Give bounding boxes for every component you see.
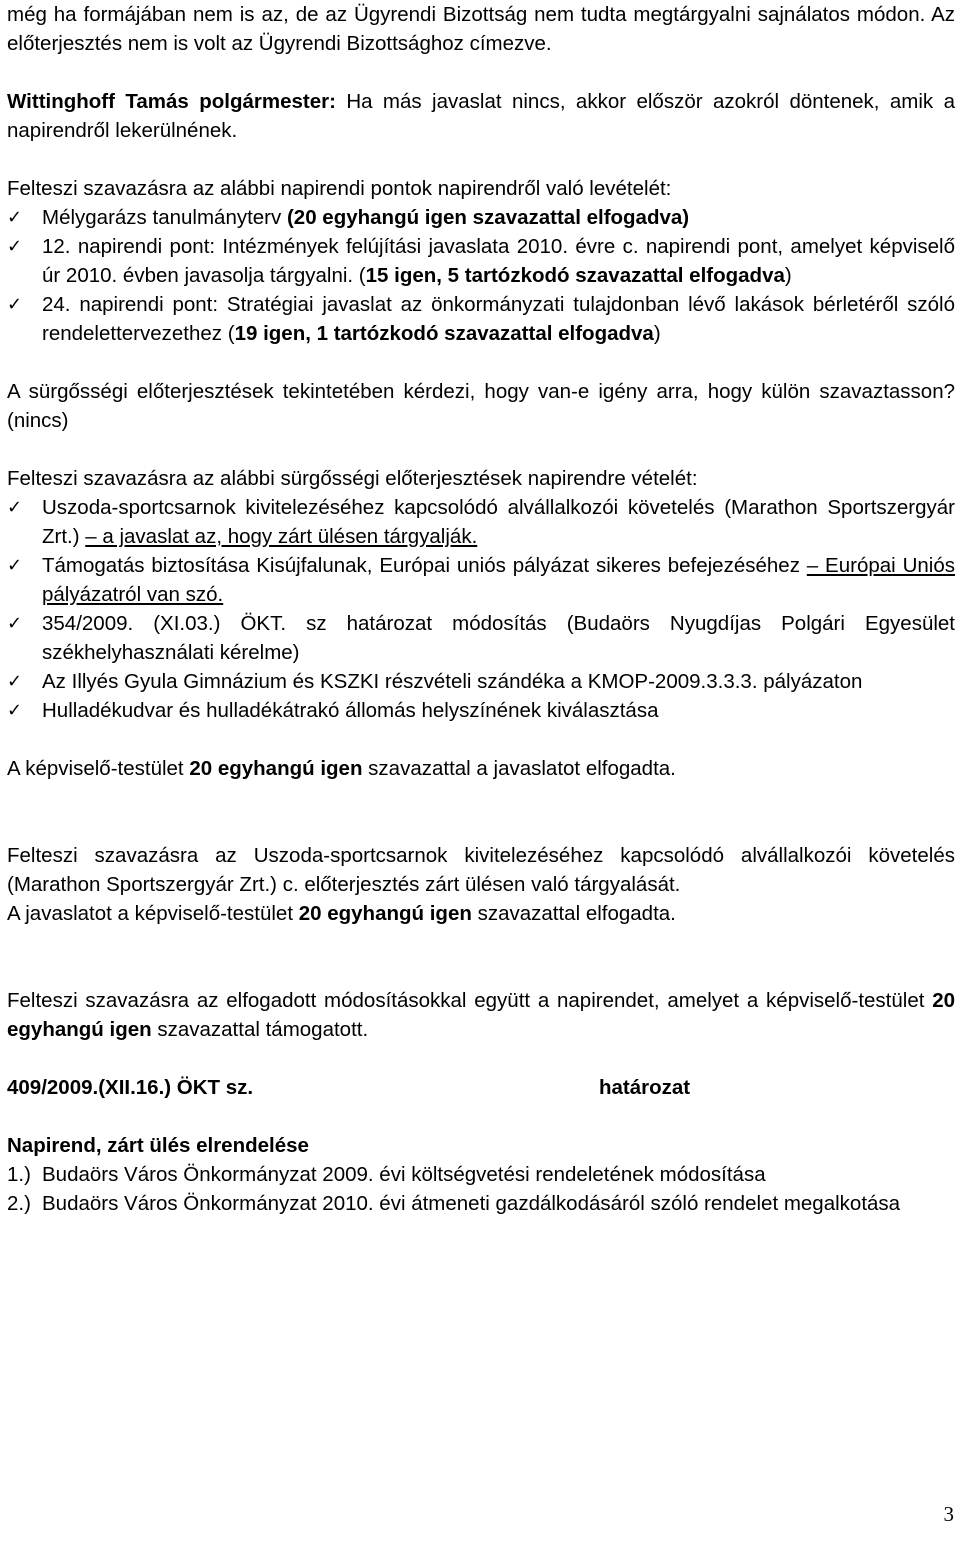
check-icon: ✓ bbox=[7, 671, 23, 692]
list-item bbox=[7, 232, 955, 290]
vote1-list bbox=[7, 203, 955, 348]
vote4-paragraph bbox=[7, 986, 955, 1044]
mayor-text: Ha más javaslat nincs, akkor először azokról döntenek, amik a napirendről lekerülnének. bbox=[7, 90, 955, 142]
check-icon: ✓ bbox=[7, 613, 23, 634]
result-pre: A képviselő-testület bbox=[7, 757, 190, 780]
vote2-result bbox=[7, 754, 955, 783]
item-text: Hulladékudvar és hulladékátrakó állomás helyszínének kiválasztása bbox=[42, 699, 659, 722]
list-item bbox=[7, 203, 955, 232]
resolution-title-text: Napirend, zárt ülés elrendelése bbox=[7, 1134, 309, 1157]
list-item bbox=[7, 609, 955, 667]
check-icon: ✓ bbox=[7, 236, 23, 257]
page-number: 3 bbox=[943, 1502, 954, 1526]
item-text: Az Illyés Gyula Gimnázium és KSZKI részvételi szándéka a KMOP-2009.3.3.3. pályázaton bbox=[42, 670, 863, 693]
item-text: 24. napirendi pont: Stratégiai javaslat az önkormányzati tulajdonban lévő lakások bérletéről szóló rendelettervezethez ( bbox=[42, 293, 955, 345]
item-text: Támogatás biztosítása Kisújfalunak, Európai uniós pályázat sikeres befejezéséhez bbox=[42, 554, 807, 577]
urgent-question: A sürgősségi előterjesztések tekintetében kérdezi, hogy van-e igény arra, hogy külön szavaztasson? (nincs) bbox=[7, 380, 955, 432]
resolution-title bbox=[7, 1131, 955, 1160]
resolution-number: 409/2009.(XII.16.) ÖKT sz. bbox=[7, 1076, 254, 1099]
item-note: – a javaslat az, hogy zárt ülésen tárgyalják. bbox=[85, 525, 478, 548]
resolution-label: határozat bbox=[599, 1076, 691, 1099]
mayor-paragraph bbox=[7, 87, 955, 145]
vote4-pre: Felteszi szavazásra az elfogadott módosításokkal együtt a napirendet, amelyet a képviselő-testület bbox=[7, 989, 933, 1012]
item-result: 15 igen, 5 tartózkodó szavazattal elfogadva bbox=[365, 264, 785, 287]
item-result: 19 igen, 1 tartózkodó szavazattal elfogadva bbox=[234, 322, 654, 345]
list-item bbox=[7, 1160, 955, 1189]
result-count: 20 egyhangú igen bbox=[7, 989, 955, 1041]
item-text: Budaörs Város Önkormányzat 2009. évi költségvetési rendeletének módosítása bbox=[42, 1163, 766, 1186]
item-text: 12. napirendi pont: Intézmények felújítási javaslata 2010. évre c. napirendi pont, amelyet képviselő úr 2010. évben javasolja tárgyalni. ( bbox=[42, 235, 955, 287]
list-item bbox=[7, 1189, 955, 1218]
vote4-post: szavazattal támogatott. bbox=[151, 1018, 369, 1041]
check-icon: ✓ bbox=[7, 294, 23, 315]
result-count: 20 egyhangú igen bbox=[189, 757, 363, 780]
speaker-name: Wittinghoff Tamás polgármester: bbox=[7, 90, 336, 113]
vote3-result bbox=[7, 899, 955, 928]
item-number: 1.) bbox=[7, 1163, 31, 1186]
item-text: Budaörs Város Önkormányzat 2010. évi átmeneti gazdálkodásáról szóló rendelet megalkotása bbox=[42, 1192, 901, 1215]
check-icon: ✓ bbox=[7, 555, 23, 576]
check-icon: ✓ bbox=[7, 497, 23, 518]
item-result: (20 egyhangú igen szavazattal elfogadva) bbox=[286, 206, 690, 229]
list-item bbox=[7, 493, 955, 551]
item-number: 2.) bbox=[7, 1192, 31, 1215]
item-tail: ) bbox=[784, 264, 792, 287]
list-item bbox=[7, 696, 955, 725]
list-item bbox=[7, 667, 955, 696]
document-body bbox=[7, 0, 955, 1218]
item-tail: ) bbox=[653, 322, 661, 345]
result-post: szavazattal elfogadta. bbox=[471, 902, 676, 925]
vote3-paragraph: Felteszi szavazásra az Uszoda-sportcsarnok kivitelezéséhez kapcsolódó alvállalkozói követelés (Marathon Sportszergyár Zrt.) c. előterjesztés zárt ülésen való tárgyalását. bbox=[7, 844, 955, 896]
vote2-list bbox=[7, 493, 955, 725]
item-text: Mélygarázs tanulmányterv bbox=[42, 206, 287, 229]
item-note: – Európai Uniós pályázatról van szó. bbox=[42, 554, 955, 606]
resolution-heading bbox=[7, 1073, 955, 1102]
intro-paragraph: még ha formájában nem is az, de az Ügyrendi Bizottság nem tudta megtárgyalni sajnálatos módon. Az előterjesztés nem is volt az Ügyrendi Bizottsághoz címezve. bbox=[7, 3, 955, 55]
resolution-list bbox=[7, 1160, 955, 1218]
item-text: 354/2009. (XI.03.) ÖKT. sz határozat módosítás (Budaörs Nyugdíjas Polgári Egyesület székhelyhasználati kérelme) bbox=[42, 612, 955, 664]
check-icon: ✓ bbox=[7, 700, 23, 721]
result-post: szavazattal a javaslatot elfogadta. bbox=[362, 757, 676, 780]
vote1-intro: Felteszi szavazásra az alábbi napirendi pontok napirendről való levételét: bbox=[7, 177, 672, 200]
result-pre: A javaslatot a képviselő-testület bbox=[7, 902, 299, 925]
vote2-intro: Felteszi szavazásra az alábbi sürgősségi előterjesztések napirendre vételét: bbox=[7, 467, 698, 490]
item-text: Uszoda-sportcsarnok kivitelezéséhez kapcsolódó alvállalkozói követelés (Marathon Sportszergyár Zrt.) bbox=[42, 496, 955, 548]
list-item bbox=[7, 290, 955, 348]
result-count: 20 egyhangú igen bbox=[298, 902, 472, 925]
check-icon: ✓ bbox=[7, 207, 23, 228]
list-item bbox=[7, 551, 955, 609]
